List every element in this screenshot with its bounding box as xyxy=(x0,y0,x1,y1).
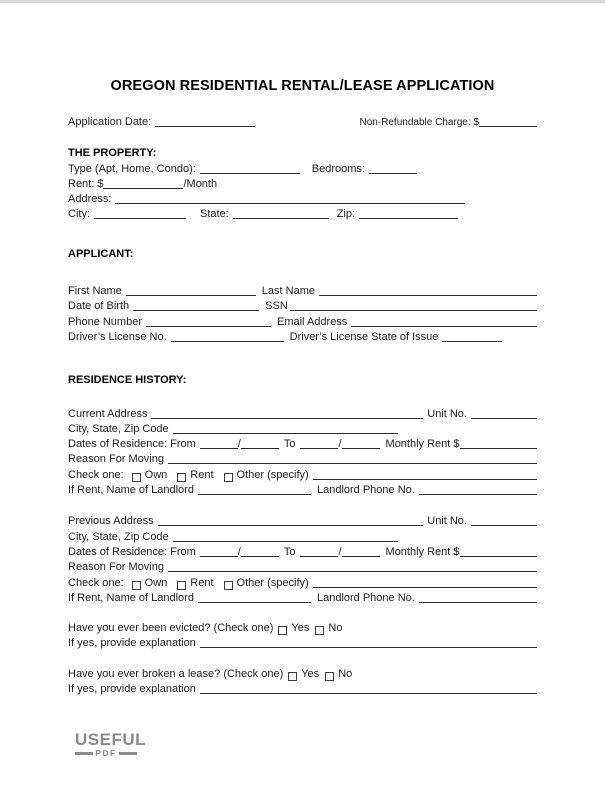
current-reason-row xyxy=(68,453,537,468)
drivers-license-state-field[interactable] xyxy=(442,341,502,342)
evicted-question-label: Have you ever been evicted? (Check one) xyxy=(68,622,274,635)
current-city-state-zip-field[interactable] xyxy=(173,433,398,434)
address-label: Address: xyxy=(68,193,112,206)
logo-left-dash xyxy=(75,752,93,755)
state-label: State: xyxy=(200,208,229,221)
previous-other-checkbox[interactable] xyxy=(224,581,233,590)
current-other-label: Other (specify) xyxy=(236,468,309,481)
address-row xyxy=(68,193,537,208)
date-of-birth-field[interactable] xyxy=(133,310,259,311)
current-from-slash: / xyxy=(237,438,241,451)
zip-field[interactable] xyxy=(359,218,458,219)
broken-lease-question-row xyxy=(68,668,537,683)
city-state-zip-row xyxy=(68,208,537,223)
city-label: City: xyxy=(68,208,90,221)
previous-own-checkbox[interactable] xyxy=(132,581,141,590)
previous-other-specify-field[interactable] xyxy=(313,587,537,588)
current-city-state-zip-label: City, State, Zip Code xyxy=(68,422,169,435)
broken-lease-yes-checkbox[interactable] xyxy=(288,672,297,681)
applicant-heading: APPLICANT: xyxy=(68,247,134,260)
current-monthly-rent-field[interactable] xyxy=(460,448,537,449)
current-check-one-row xyxy=(68,469,537,484)
previous-monthly-rent-label: Monthly Rent $ xyxy=(385,545,460,558)
previous-address-label: Previous Address xyxy=(68,515,154,528)
state-field[interactable] xyxy=(233,218,329,219)
current-reason-field[interactable] xyxy=(168,463,537,464)
rent-field[interactable] xyxy=(103,188,183,189)
previous-check-one-row xyxy=(68,577,537,592)
drivers-license-no-label: Driver’s License No. xyxy=(68,330,167,343)
previous-unit-label: Unit No. xyxy=(427,515,467,528)
evicted-no-label: No xyxy=(328,622,343,635)
previous-city-state-zip-label: City, State, Zip Code xyxy=(68,530,169,543)
previous-landlord-row xyxy=(68,592,537,607)
drivers-license-row xyxy=(68,331,537,346)
name-row xyxy=(68,285,537,300)
previous-to-slash: / xyxy=(338,545,342,558)
application-date-label: Application Date: xyxy=(68,116,152,128)
evicted-no-checkbox[interactable] xyxy=(315,626,324,635)
previous-to-month-field[interactable] xyxy=(300,556,338,557)
previous-rent-checkbox[interactable] xyxy=(177,581,186,590)
current-rent-label: Rent xyxy=(190,468,214,481)
current-landlord-phone-field[interactable] xyxy=(419,494,537,495)
previous-rent-label: Rent xyxy=(190,576,214,589)
previous-check-one-label: Check one: xyxy=(68,576,124,589)
property-type-field[interactable] xyxy=(200,173,300,174)
usefulpdf-logo xyxy=(75,730,146,759)
current-landlord-label: If Rent, Name of Landlord xyxy=(68,484,194,497)
previous-from-month-field[interactable] xyxy=(200,556,238,557)
current-city-state-zip-row xyxy=(68,423,537,438)
evicted-yes-label: Yes xyxy=(291,622,310,635)
current-unit-label: Unit No. xyxy=(427,407,467,420)
previous-landlord-phone-label: Landlord Phone No. xyxy=(316,591,415,604)
usefulpdf-logo-text: USEFUL xyxy=(75,730,146,750)
current-landlord-name-field[interactable] xyxy=(198,494,311,495)
evicted-explanation-row xyxy=(68,637,537,652)
bedrooms-label: Bedrooms: xyxy=(311,162,365,175)
ssn-field[interactable] xyxy=(290,310,537,311)
previous-to-year-field[interactable] xyxy=(342,556,380,557)
usefulpdf-logo-subtitle: PDF xyxy=(95,748,117,759)
city-field[interactable] xyxy=(94,218,186,219)
ssn-label: SSN xyxy=(265,300,288,313)
phone-email-row xyxy=(68,316,537,331)
usefulpdf-logo-subtitle-row xyxy=(75,749,137,758)
current-to-label: To xyxy=(283,438,296,451)
previous-address-row xyxy=(68,515,537,530)
current-own-label: Own xyxy=(144,468,168,481)
property-heading: THE PROPERTY: xyxy=(68,147,157,160)
previous-unit-field[interactable] xyxy=(471,525,537,526)
previous-dates-row xyxy=(68,546,537,561)
first-name-label: First Name xyxy=(68,285,122,298)
previous-landlord-name-field[interactable] xyxy=(198,602,311,603)
last-name-field[interactable] xyxy=(319,295,537,296)
evicted-explanation-field[interactable] xyxy=(200,647,537,648)
address-field[interactable] xyxy=(115,203,465,204)
current-dates-label: Dates of Residence: From xyxy=(68,438,196,451)
rent-label: Rent: $ xyxy=(68,177,104,190)
previous-from-slash: / xyxy=(237,545,241,558)
previous-landlord-phone-field[interactable] xyxy=(419,602,537,603)
first-name-field[interactable] xyxy=(126,295,256,296)
non-refundable-charge-field[interactable] xyxy=(479,126,537,127)
drivers-license-no-field[interactable] xyxy=(171,341,284,342)
non-refundable-charge-label: Non-Refundable Charge: $ xyxy=(359,117,479,128)
application-date-field[interactable] xyxy=(155,126,255,127)
broken-lease-explanation-row xyxy=(68,683,537,698)
zip-label: Zip: xyxy=(336,208,356,221)
last-name-label: Last Name xyxy=(261,285,315,298)
evicted-question-row xyxy=(68,622,537,637)
current-to-year-field[interactable] xyxy=(342,448,380,449)
previous-to-label: To xyxy=(283,545,296,558)
current-landlord-row xyxy=(68,484,537,499)
previous-dates-label: Dates of Residence: From xyxy=(68,545,196,558)
current-from-month-field[interactable] xyxy=(200,448,238,449)
current-address-label: Current Address xyxy=(68,407,148,420)
current-monthly-rent-label: Monthly Rent $ xyxy=(385,438,460,451)
previous-reason-label: Reason For Moving xyxy=(68,561,164,574)
rent-row xyxy=(68,178,537,193)
current-check-one-label: Check one: xyxy=(68,468,124,481)
current-to-month-field[interactable] xyxy=(300,448,338,449)
previous-address-field[interactable] xyxy=(158,525,424,526)
email-address-field[interactable] xyxy=(351,326,537,327)
phone-number-field[interactable] xyxy=(146,326,271,327)
current-address-row xyxy=(68,408,537,423)
evicted-yes-checkbox[interactable] xyxy=(278,626,287,635)
previous-city-state-zip-field[interactable] xyxy=(173,541,398,542)
broken-lease-question-label: Have you ever broken a lease? (Check one) xyxy=(68,667,284,680)
broken-lease-yes-label: Yes xyxy=(301,667,320,680)
previous-city-state-zip-row xyxy=(68,531,537,546)
dob-ssn-row xyxy=(68,300,537,315)
current-rent-checkbox[interactable] xyxy=(177,473,186,482)
previous-monthly-rent-field[interactable] xyxy=(460,556,537,557)
current-reason-label: Reason For Moving xyxy=(68,453,164,466)
previous-other-label: Other (specify) xyxy=(236,576,309,589)
current-other-checkbox[interactable] xyxy=(224,473,233,482)
previous-reason-field[interactable] xyxy=(168,571,537,572)
previous-landlord-label: If Rent, Name of Landlord xyxy=(68,591,194,604)
form-title: OREGON RESIDENTIAL RENTAL/LEASE APPLICATION xyxy=(110,78,495,94)
phone-number-label: Phone Number xyxy=(68,315,142,328)
property-type-label: Type (Apt, Home, Condo): xyxy=(68,162,196,175)
current-other-specify-field[interactable] xyxy=(313,479,537,480)
evicted-explanation-label: If yes, provide explanation xyxy=(68,637,196,650)
rent-suffix: /Month xyxy=(183,177,218,190)
application-date-row xyxy=(68,116,537,131)
residence-history-heading: RESIDENCE HISTORY: xyxy=(68,374,187,387)
broken-lease-no-label: No xyxy=(338,667,353,680)
current-address-field[interactable] xyxy=(151,418,423,419)
current-from-year-field[interactable] xyxy=(241,448,279,449)
date-of-birth-label: Date of Birth xyxy=(68,300,130,313)
current-own-checkbox[interactable] xyxy=(132,473,141,482)
broken-lease-explanation-field[interactable] xyxy=(200,693,537,694)
current-landlord-phone-label: Landlord Phone No. xyxy=(316,484,415,497)
broken-lease-explanation-label: If yes, provide explanation xyxy=(68,683,196,696)
previous-from-year-field[interactable] xyxy=(241,556,279,557)
current-dates-row xyxy=(68,438,537,453)
drivers-license-state-label: Driver’s License State of Issue xyxy=(289,330,439,343)
current-to-slash: / xyxy=(338,438,342,451)
current-unit-field[interactable] xyxy=(471,418,537,419)
bedrooms-field[interactable] xyxy=(369,173,417,174)
previous-reason-row xyxy=(68,561,537,576)
logo-right-dash xyxy=(119,752,137,755)
previous-own-label: Own xyxy=(144,576,168,589)
email-address-label: Email Address xyxy=(277,315,348,328)
property-type-row xyxy=(68,163,537,178)
broken-lease-no-checkbox[interactable] xyxy=(325,672,334,681)
